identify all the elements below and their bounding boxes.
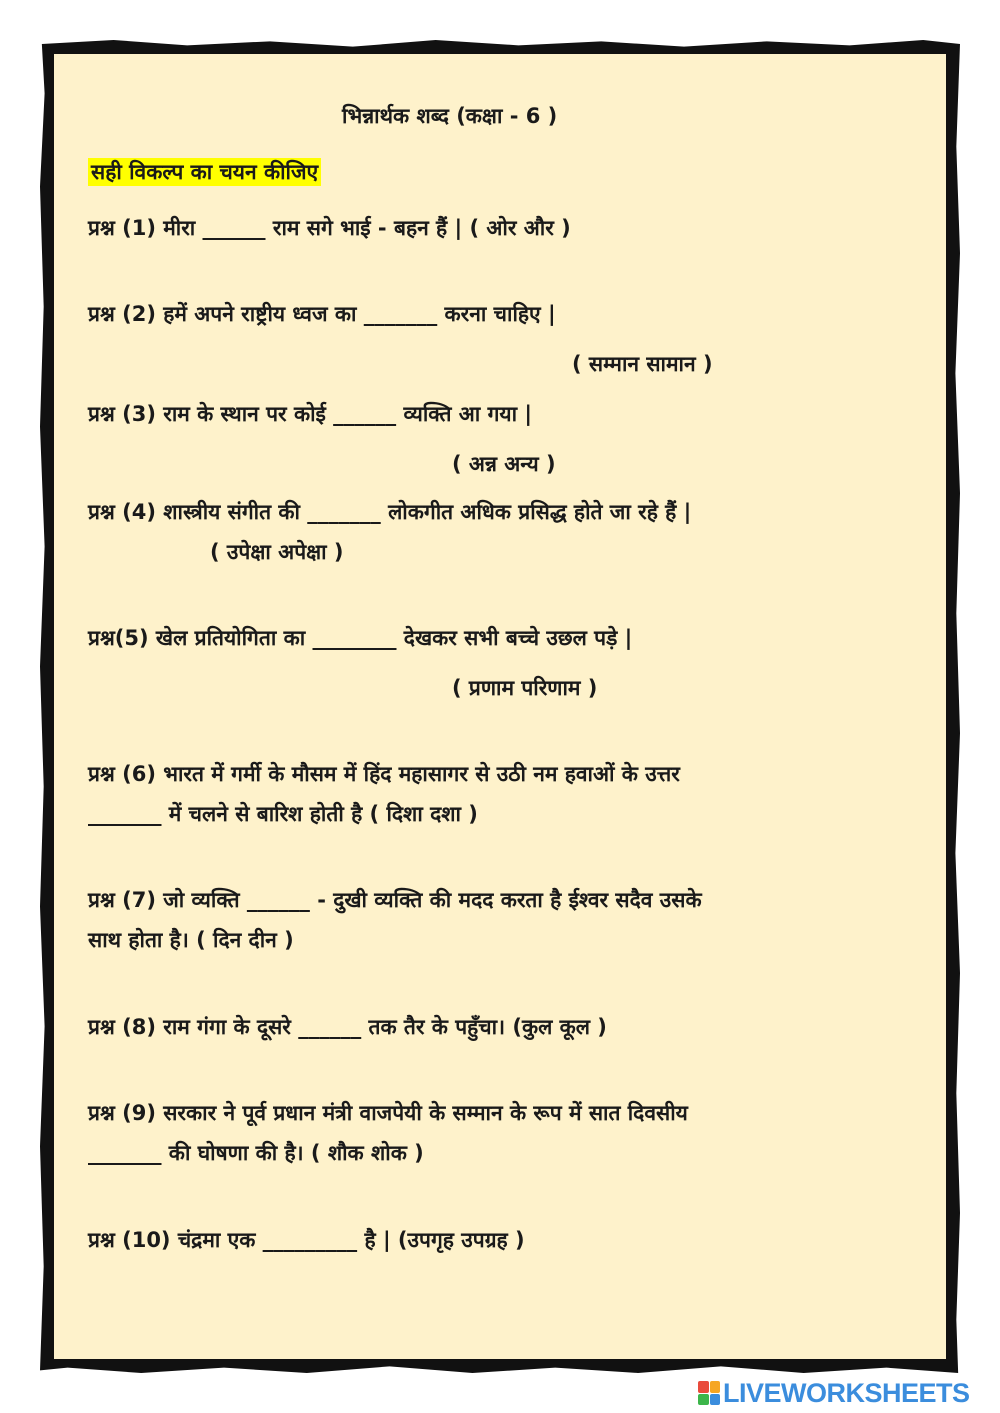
question-4-options: ( उपेक्षा अपेक्षा ) [210, 540, 344, 564]
question-9-continued: _______ की घोषणा की है। ( शौक शोक ) [88, 1141, 424, 1165]
worksheet-title: भिन्नार्थक शब्द (कक्षा - 6 ) [342, 104, 558, 128]
question-7: प्रश्न (7) जो व्यक्ति ______ - दुखी व्यक्ति की मदद करता है ईश्वर सदैव उसके [88, 888, 702, 912]
question-9: प्रश्न (9) सरकार ने पूर्व प्रधान मंत्री वाजपेयी के सम्मान के रूप में सात दिवसीय [88, 1101, 688, 1125]
logo-tile-green [698, 1394, 709, 1406]
question-10: प्रश्न (10) चंद्रमा एक _________ है | (उपगृह उपग्रह ) [88, 1228, 525, 1252]
question-2-options: ( सम्मान सामान ) [572, 352, 713, 376]
question-4: प्रश्न (4) शास्त्रीय संगीत की _______ लोकगीत अधिक प्रसिद्ध होते जा रहे हैं | [88, 500, 692, 524]
question-6: प्रश्न (6) भारत में गर्मी के मौसम में हिंद महासागर से उठी नम हवाओं के उत्तर [88, 762, 680, 786]
question-5: प्रश्न(5) खेल प्रतियोगिता का ________ देखकर सभी बच्चे उछल पड़े | [88, 626, 633, 650]
question-2: प्रश्न (2) हमें अपने राष्ट्रीय ध्वज का _______ करना चाहिए | [88, 302, 556, 326]
logo-tile-red [698, 1381, 709, 1393]
question-1: प्रश्न (1) मीरा ______ राम सगे भाई - बहन हैं | ( ओर और ) [88, 216, 571, 240]
question-5-options: ( प्रणाम परिणाम ) [452, 676, 598, 700]
question-6-continued: _______ में चलने से बारिश होती है ( दिशा दशा ) [88, 802, 478, 826]
logo-tile-orange [710, 1381, 721, 1393]
question-7-continued: साथ होता है। ( दिन दीन ) [88, 928, 294, 952]
question-8: प्रश्न (8) राम गंगा के दूसरे ______ तक तैर के पहुँचा। (कुल कूल ) [88, 1015, 607, 1039]
logo-mark-icon [698, 1381, 720, 1405]
logo-text: LIVEWORKSHEETS [723, 1377, 970, 1408]
question-3-options: ( अन्न अन्य ) [452, 452, 556, 476]
liveworksheets-logo[interactable] [698, 1378, 970, 1408]
question-3: प्रश्न (3) राम के स्थान पर कोई ______ व्यक्ति आ गया | [88, 402, 532, 426]
logo-tile-blue [710, 1394, 721, 1406]
instruction-text: सही विकल्प का चयन कीजिए [88, 158, 321, 186]
